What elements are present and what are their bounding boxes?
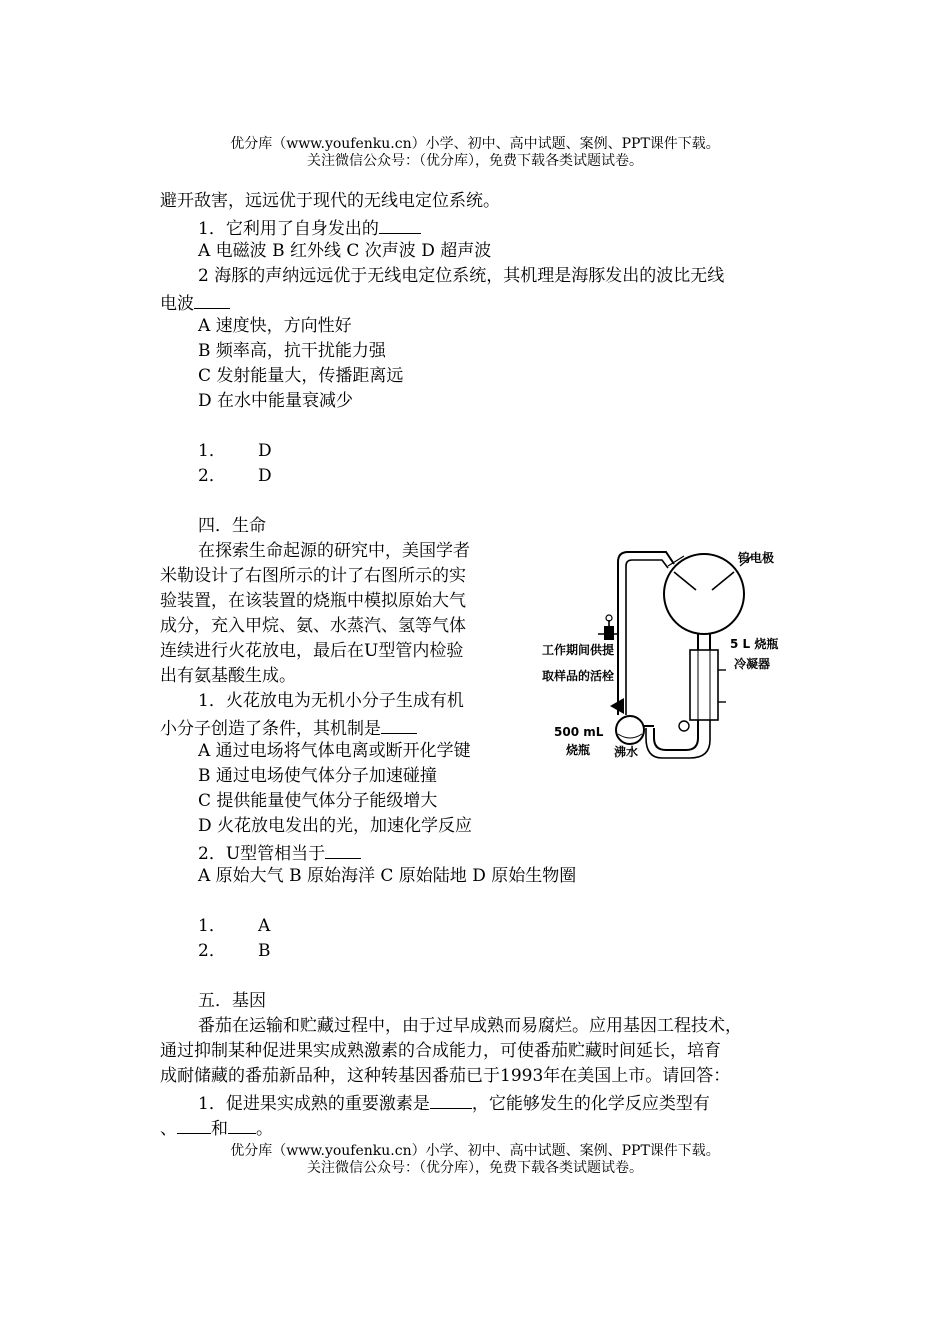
- s5-q1-cont: 、 和 。: [160, 1115, 273, 1140]
- s5-para-line: 通过抑制某种促进果实成熟激素的合成能力，可使番茄贮藏时间延长，培育: [160, 1041, 721, 1061]
- s4-para-line: 连续进行火花放电，最后在U型管内检验: [160, 641, 464, 661]
- s4-para-line: 米勒设计了右图所示的计了右图所示的实: [160, 566, 466, 586]
- answer-blank[interactable]: [381, 715, 417, 734]
- s3-answer-2: 2． D: [198, 466, 272, 486]
- answer-blank[interactable]: [379, 215, 421, 234]
- s4-q1-option-a: A 通过电场将气体电离或断开化学键: [198, 741, 471, 761]
- miller-apparatus-diagram: [538, 530, 798, 770]
- s5-title: 五．基因: [198, 991, 266, 1011]
- s4-q2-options: A 原始大气 B 原始海洋 C 原始陆地 D 原始生物圈: [198, 866, 577, 886]
- s4-answer-1: 1． A: [198, 916, 271, 936]
- s3-q1-options: A 电磁波 B 红外线 C 次声波 D 超声波: [198, 241, 492, 261]
- s3-q2-option-d: D 在水中能量衰减少: [198, 391, 354, 411]
- label-tungsten: 钨电极: [738, 551, 775, 565]
- answer-blank[interactable]: [430, 1090, 472, 1109]
- s3-q2-line2: 电波: [160, 290, 230, 315]
- header-line-1: 优分库（www.youfenku.cn）小学、初中、高中试题、案例、PPT课件下载。: [230, 136, 720, 152]
- s5-para-line: 成耐储藏的番茄新品种，这种转基因番茄已于1993年在美国上市。请回答：: [160, 1066, 731, 1086]
- s5-q1: 1．促进果实成熟的重要激素是 ，它能够发生的化学反应类型有: [198, 1090, 710, 1115]
- s3-q2-option-b: B 频率高，抗干扰能力强: [198, 341, 386, 361]
- header-line-2: 关注微信公众号：（优分库），免费下载各类试题试卷。: [307, 153, 643, 169]
- label-flask-500-2: 烧瓶: [566, 743, 591, 757]
- s4-q1-line2: 小分子创造了条件，其机制是: [160, 715, 417, 740]
- answer-blank[interactable]: [194, 290, 230, 309]
- s4-q1-option-c: C 提供能量使气体分子能级增大: [198, 791, 438, 811]
- label-boiling-water: 沸水: [614, 745, 639, 759]
- s4-q1-line1: 1．火花放电为无机小分子生成有机: [198, 691, 464, 711]
- electrode-left: [674, 572, 696, 590]
- s3-q1: 1．它利用了自身发出的: [198, 215, 421, 240]
- footer-line-1: 优分库（www.youfenku.cn）小学、初中、高中试题、案例、PPT课件下载。: [230, 1143, 720, 1159]
- label-valve-1: 工作期间供提: [542, 643, 615, 657]
- u-tube: [654, 720, 698, 750]
- flask-500ml: [616, 716, 644, 744]
- label-flask-5l: 5 L 烧瓶: [730, 637, 779, 651]
- s3-answer-1: 1． D: [198, 441, 272, 461]
- answer-blank[interactable]: [325, 840, 361, 859]
- electrode-right: [712, 572, 734, 590]
- s4-para-line: 在探索生命起源的研究中，美国学者: [198, 541, 470, 561]
- s3-q2-option-c: C 发射能量大，传播距离远: [198, 366, 404, 386]
- label-valve-2: 取样品的活栓: [542, 669, 615, 683]
- s5-para-line: 番茄在运输和贮藏过程中，由于过早成熟而易腐烂。应用基因工程技术，: [198, 1016, 742, 1036]
- s3-q2-line1: 2 海豚的声纳远远优于无线电定位系统，其机理是海豚发出的波比无线: [198, 266, 725, 286]
- s4-q1-option-b: B 通过电场使气体分子加速碰撞: [198, 766, 437, 786]
- s4-para-line: 验装置，在该装置的烧瓶中模拟原始大气: [160, 591, 466, 611]
- condenser: [690, 650, 718, 720]
- flask-5l: [664, 554, 744, 634]
- s4-para-line: 出有氨基酸生成。: [160, 666, 296, 686]
- answer-blank[interactable]: [228, 1115, 256, 1134]
- s4-q2: 2．U型管相当于: [198, 840, 361, 865]
- label-condenser: 冷凝器: [734, 657, 771, 671]
- s3-q2-option-a: A 速度快，方向性好: [198, 316, 352, 336]
- label-flask-500-1: 500 mL: [554, 725, 604, 739]
- footer-line-2: 关注微信公众号：（优分库），免费下载各类试题试卷。: [307, 1160, 643, 1176]
- s4-para-line: 成分，充入甲烷、氨、水蒸汽、氢等气体: [160, 616, 466, 636]
- s4-title: 四．生命: [198, 516, 266, 536]
- s3-intro-tail: 避开敌害，远远优于现代的无线电定位系统。: [160, 191, 500, 211]
- answer-blank[interactable]: [177, 1115, 211, 1134]
- s4-answer-2: 2． B: [198, 941, 271, 961]
- s4-q1-option-d: D 火花放电发出的光，加速化学反应: [198, 816, 473, 836]
